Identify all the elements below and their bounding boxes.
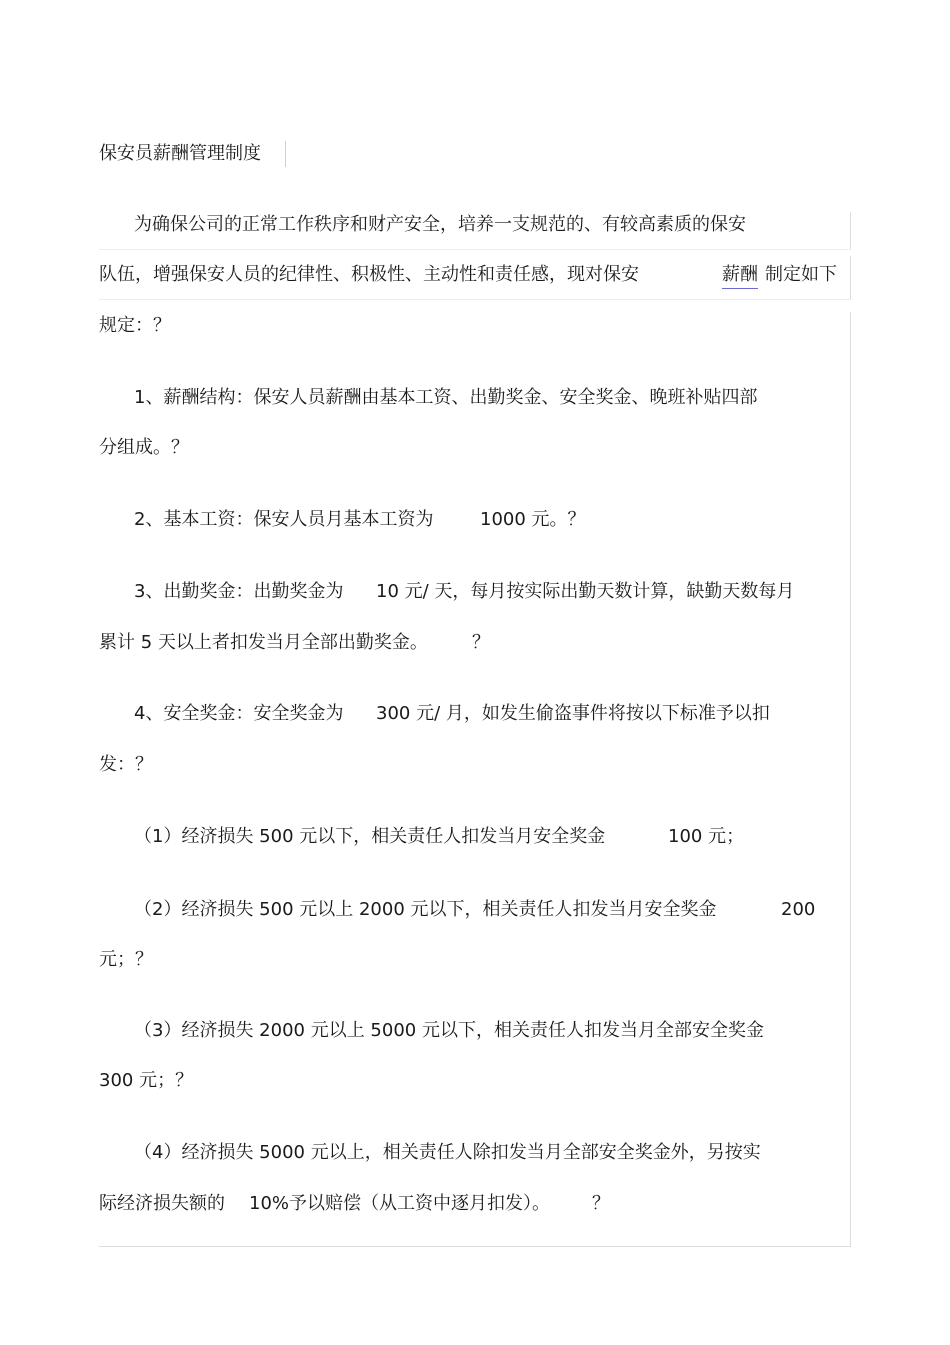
sub-1-line-1: （1）经济损失 500 元以下，相关责任人扣发当月安全奖金 100 元； [134, 826, 745, 847]
item-2-line-1: 2、基本工资：保安人员月基本工资为 1000 元。？ [134, 509, 586, 530]
title-divider [285, 141, 286, 167]
salary-link[interactable]: 薪酬 [722, 263, 758, 289]
frame-line-1 [99, 249, 851, 250]
frame-line-2 [99, 299, 851, 300]
frame-right-top [850, 212, 851, 250]
sub-2-line-1: （2）经济损失 500 元以上 2000 元以下，相关责任人扣发当月安全奖金 200 [134, 899, 816, 920]
frame-right-mid [850, 256, 851, 300]
frame-bottom [99, 1246, 851, 1247]
sub-4-line-2: 际经济损失额的 10%予以赔偿（从工资中逐月扣发）。 ？ [99, 1193, 610, 1214]
item-3-line-2: 累计 5 天以上者扣发当月全部出勤奖金。 ？ [99, 632, 490, 653]
document-page: 保安员薪酬管理制度 为确保公司的正常工作秩序和财产安全，培养一支规范的、有较高素质的保安 队伍，增强保安人员的纪律性、积极性、主动性和责任感，现对保安 薪酬 制定如下 规定：？ 1、薪酬结构：保安人员薪酬由基本工资、出勤奖金、安全奖金、晚班补贴四部 分组成。？ 2、基本工资：保安人员月基本工资为 1000 元。？ 3、出勤奖金：出勤奖金为 10 元/ 天，每月按实际出勤天数计算，缺勤天数每月 累计 5 天以上者扣发当月全部出勤奖金。 ？ 4、安全奖金：安全奖金为 300 元/ 月，如发生偷盗事件将按以下标准予以扣 发：？ （1）经济损失 500 元以下，相关责任人扣发当月安全奖金 100 元； （2）经济损失 500 元以上 2000 元以下，相关责任人扣发当月安全奖金 200 元；？ （3）经济损失 2000 元以上 5000 元以下，相关责任人扣发当月全部安全奖金 300 元；？ （4）经济损失 5000 元以上，相关责任人除扣发当月全部安全奖金外，另按实 际经济损失额的 10%予以赔偿（从工资中逐月扣发）。 ？ [0, 0, 950, 1345]
item-4-line-1: 4、安全奖金：安全奖金为 300 元/ 月，如发生偷盗事件将按以下标准予以扣 [134, 703, 770, 724]
intro-line-2: 队伍，增强保安人员的纪律性、积极性、主动性和责任感，现对保安 薪酬 制定如下 [99, 263, 844, 287]
item-3-line-1: 3、出勤奖金：出勤奖金为 10 元/ 天，每月按实际出勤天数计算，缺勤天数每月 [134, 581, 795, 602]
frame-right-main [850, 312, 851, 1247]
